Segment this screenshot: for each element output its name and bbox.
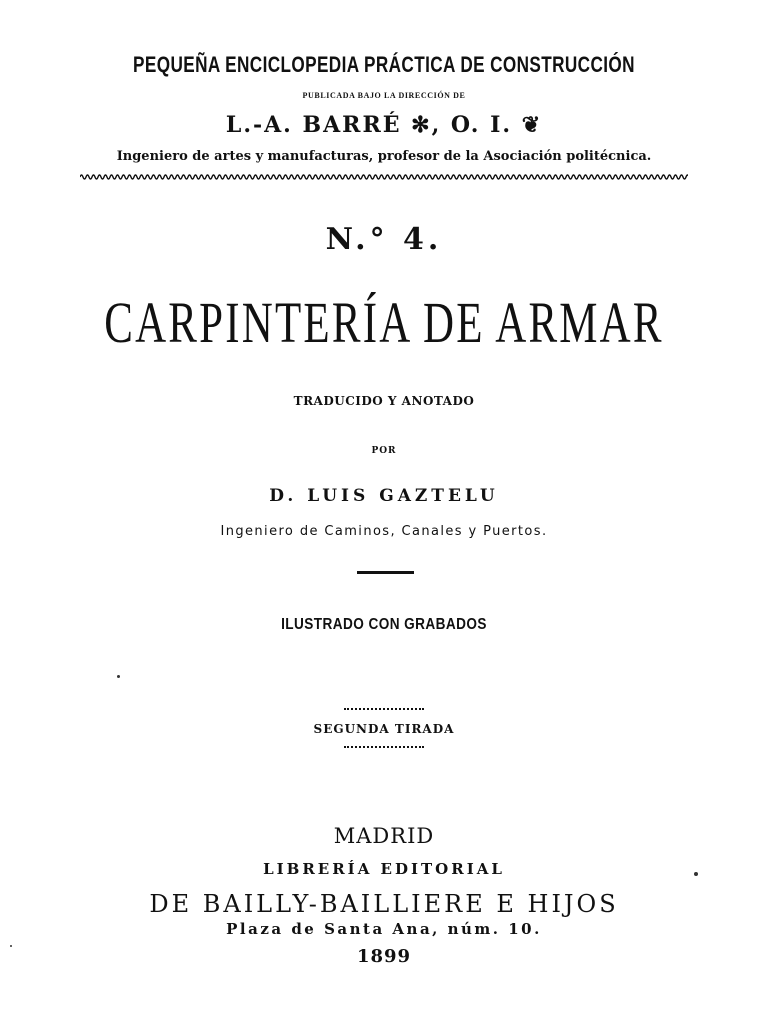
translator-name: D. LUIS GAZTELU	[269, 486, 499, 506]
book-title: CARPINTERÍA DE ARMAR	[104, 290, 664, 355]
dotted-rule-top	[344, 708, 424, 712]
imprint-publisher: DE BAILLY-BAILLIERE E HIJOS	[149, 890, 619, 918]
ink-speck	[10, 945, 12, 947]
translator-title: Ingeniero de Caminos, Canales y Puertos.	[220, 524, 548, 539]
director-title: Ingeniero de artes y manufacturas, profesor de la Asociación politécnica.	[116, 149, 652, 164]
director-name: L.-A. BARRÉ ✻, O. I. ❦	[225, 112, 543, 138]
translated-line: TRADUCIDO Y ANOTADO	[293, 394, 475, 408]
illustrated-line: ILUSTRADO CON GRABADOS	[281, 616, 487, 633]
volume-number: N.° 4.	[325, 222, 443, 257]
imprint-city: MADRID	[333, 824, 435, 848]
printing-line: SEGUNDA TIRADA	[313, 722, 455, 736]
imprint-address: Plaza de Santa Ana, núm. 10.	[226, 920, 542, 938]
series-title: PEQUEÑA ENCICLOPEDIA PRÁCTICA DE CONSTRUCCIÓN	[133, 52, 635, 77]
ink-speck	[694, 872, 698, 876]
imprint-bookshop: LIBRERÍA EDITORIAL	[263, 860, 505, 878]
wavy-divider	[80, 172, 688, 182]
dotted-rule-bottom	[344, 746, 424, 750]
ink-speck	[117, 675, 120, 678]
by-line: POR	[371, 446, 397, 456]
section-rule	[357, 571, 414, 574]
imprint-year: 1899	[356, 946, 412, 967]
published-under-line: PUBLICADA BAJO LA DIRECCIÓN DE	[302, 91, 466, 100]
